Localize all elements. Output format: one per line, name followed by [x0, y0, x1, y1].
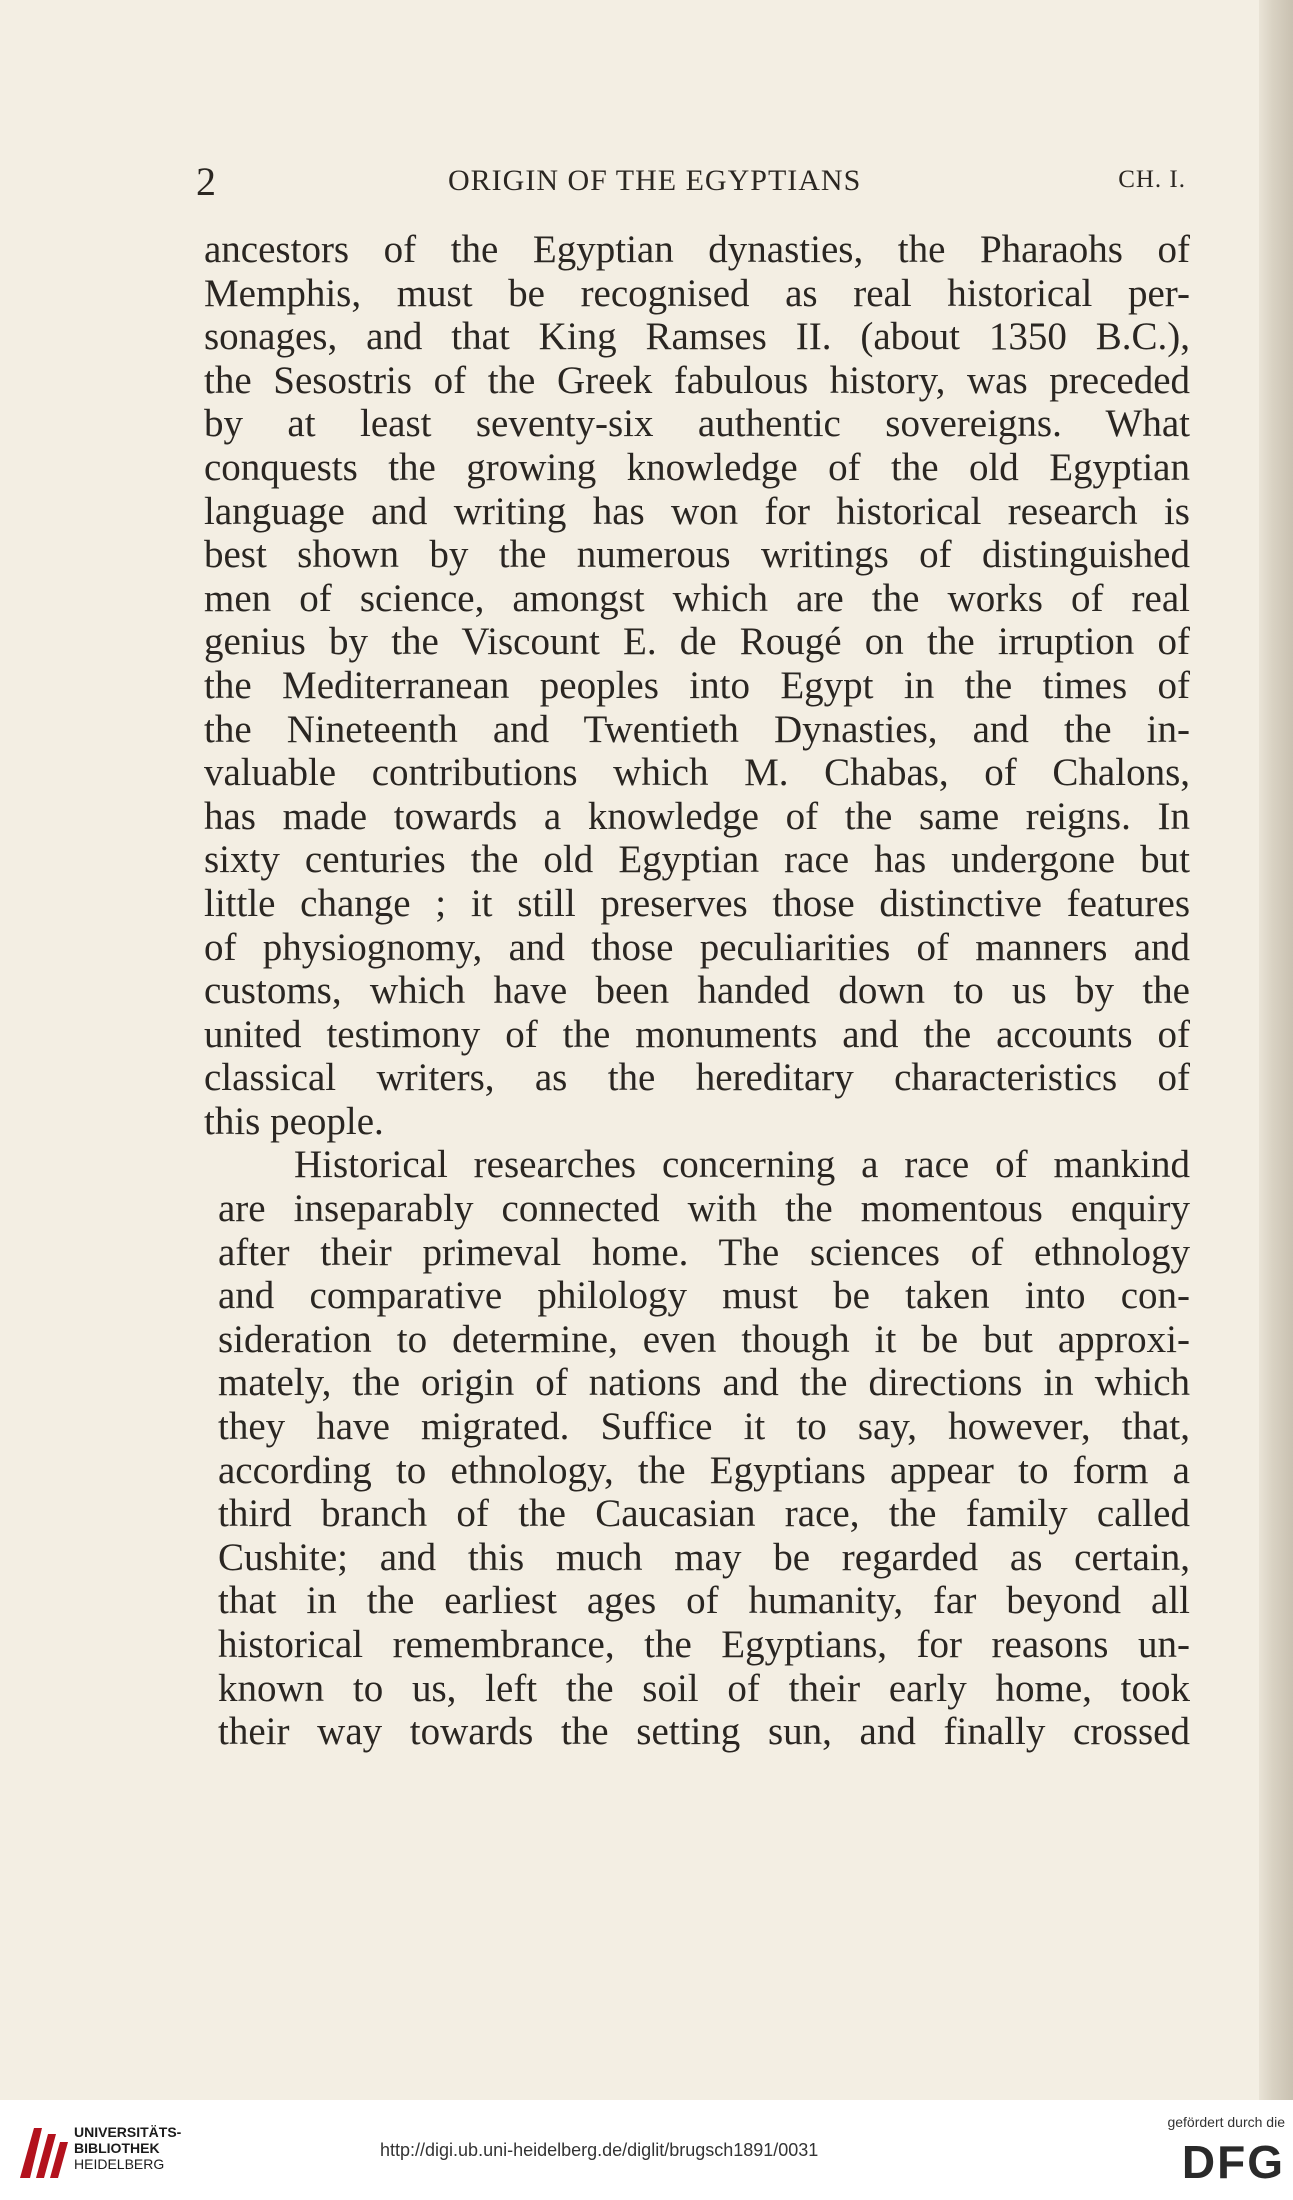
text-line: this people.: [204, 1099, 384, 1143]
digitization-footer: [0, 2100, 1293, 2200]
text-line: the Nineteenth and Twentieth Dynasties, and the in-: [204, 707, 1190, 751]
running-title: ORIGIN OF THE EGYPTIANS: [448, 164, 862, 197]
text-line: language and writing has won for historical research is: [204, 489, 1190, 533]
text-line: by at least seventy-six authentic sovereigns. What: [204, 402, 1190, 446]
page-edge-shadow: [1259, 0, 1293, 2100]
text-line: of physiognomy, and those peculiarities of manners and: [204, 925, 1190, 969]
text-line: according to ethnology, the Egyptians appear to form a: [218, 1448, 1190, 1492]
page-header: [196, 158, 1186, 202]
text-line: after their primeval home. The sciences of ethnology: [218, 1230, 1190, 1274]
text-line: the Mediterranean peoples into Egypt in the times of: [204, 663, 1190, 707]
text-line: their way towards the setting sun, and finally crossed: [218, 1710, 1190, 1754]
text-line: the Sesostris of the Greek fabulous history, was preceded: [204, 358, 1190, 402]
text-line: third branch of the Caucasian race, the family called: [218, 1492, 1190, 1536]
page-number: 2: [196, 159, 216, 204]
text-line: mately, the origin of nations and the directions in which: [218, 1361, 1190, 1405]
text-line: historical remembrance, the Egyptians, for reasons un-: [218, 1623, 1190, 1666]
text-line: men of science, amongst which are the works of real: [204, 576, 1190, 620]
paragraph-1: [204, 228, 1190, 1143]
text-line: customs, which have been handed down to us by the: [204, 969, 1190, 1013]
chapter-label: CH. I.: [1118, 166, 1186, 193]
text-line: are inseparably connected with the momentous enquiry: [218, 1187, 1190, 1231]
text-line: that in the earliest ages of humanity, far beyond all: [218, 1579, 1190, 1623]
library-name-line: UNIVERSITÄTS-: [74, 2124, 182, 2140]
library-name-line: HEIDELBERG: [74, 2156, 165, 2172]
text-line: sonages, and that King Ramses II. (about 1350 B.C.),: [204, 315, 1190, 359]
funded-by-label: gefördert durch die: [1167, 2114, 1285, 2130]
library-name: [74, 2124, 181, 2172]
text-line: known to us, left the soil of their early home, took: [218, 1666, 1190, 1710]
paragraph-2: [218, 1143, 1190, 1753]
library-name-line: BIBLIOTHEK: [74, 2140, 160, 2156]
dfg-logo: DFG: [1181, 2136, 1285, 2188]
text-line: they have migrated. Suffice it to say, however, that,: [218, 1405, 1190, 1449]
text-line: Cushite; and this much may be regarded as certain,: [218, 1535, 1190, 1579]
text-line: united testimony of the monuments and the accounts of: [204, 1012, 1190, 1056]
body-text: [204, 228, 1190, 1754]
text-line: has made towards a knowledge of the same reigns. In: [204, 794, 1190, 838]
heidelberg-library-logo-icon: [12, 2120, 72, 2184]
text-line: and comparative philology must be taken into con-: [218, 1274, 1190, 1318]
text-line: sideration to determine, even though it be but approxi-: [218, 1317, 1190, 1361]
text-line: conquests the growing knowledge of the old Egyptian: [204, 445, 1190, 489]
text-line: valuable contributions which M. Chabas, of Chalons,: [204, 751, 1190, 795]
text-line: Memphis, must be recognised as real historical per-: [204, 271, 1190, 315]
text-line: classical writers, as the hereditary characteristics of: [204, 1056, 1190, 1100]
text-line: genius by the Viscount E. de Rougé on the irruption of: [204, 620, 1190, 664]
text-line: best shown by the numerous writings of distinguished: [204, 533, 1190, 577]
text-line: Historical researches concerning a race of mankind: [294, 1143, 1190, 1187]
source-url-link[interactable]: http://digi.ub.uni-heidelberg.de/diglit/brugsch1891/0031: [380, 2140, 819, 2160]
text-line: sixty centuries the old Egyptian race has undergone but: [204, 838, 1190, 882]
text-line: ancestors of the Egyptian dynasties, the Pharaohs of: [204, 228, 1190, 271]
text-line: little change ; it still preserves those distinctive features: [204, 881, 1190, 925]
